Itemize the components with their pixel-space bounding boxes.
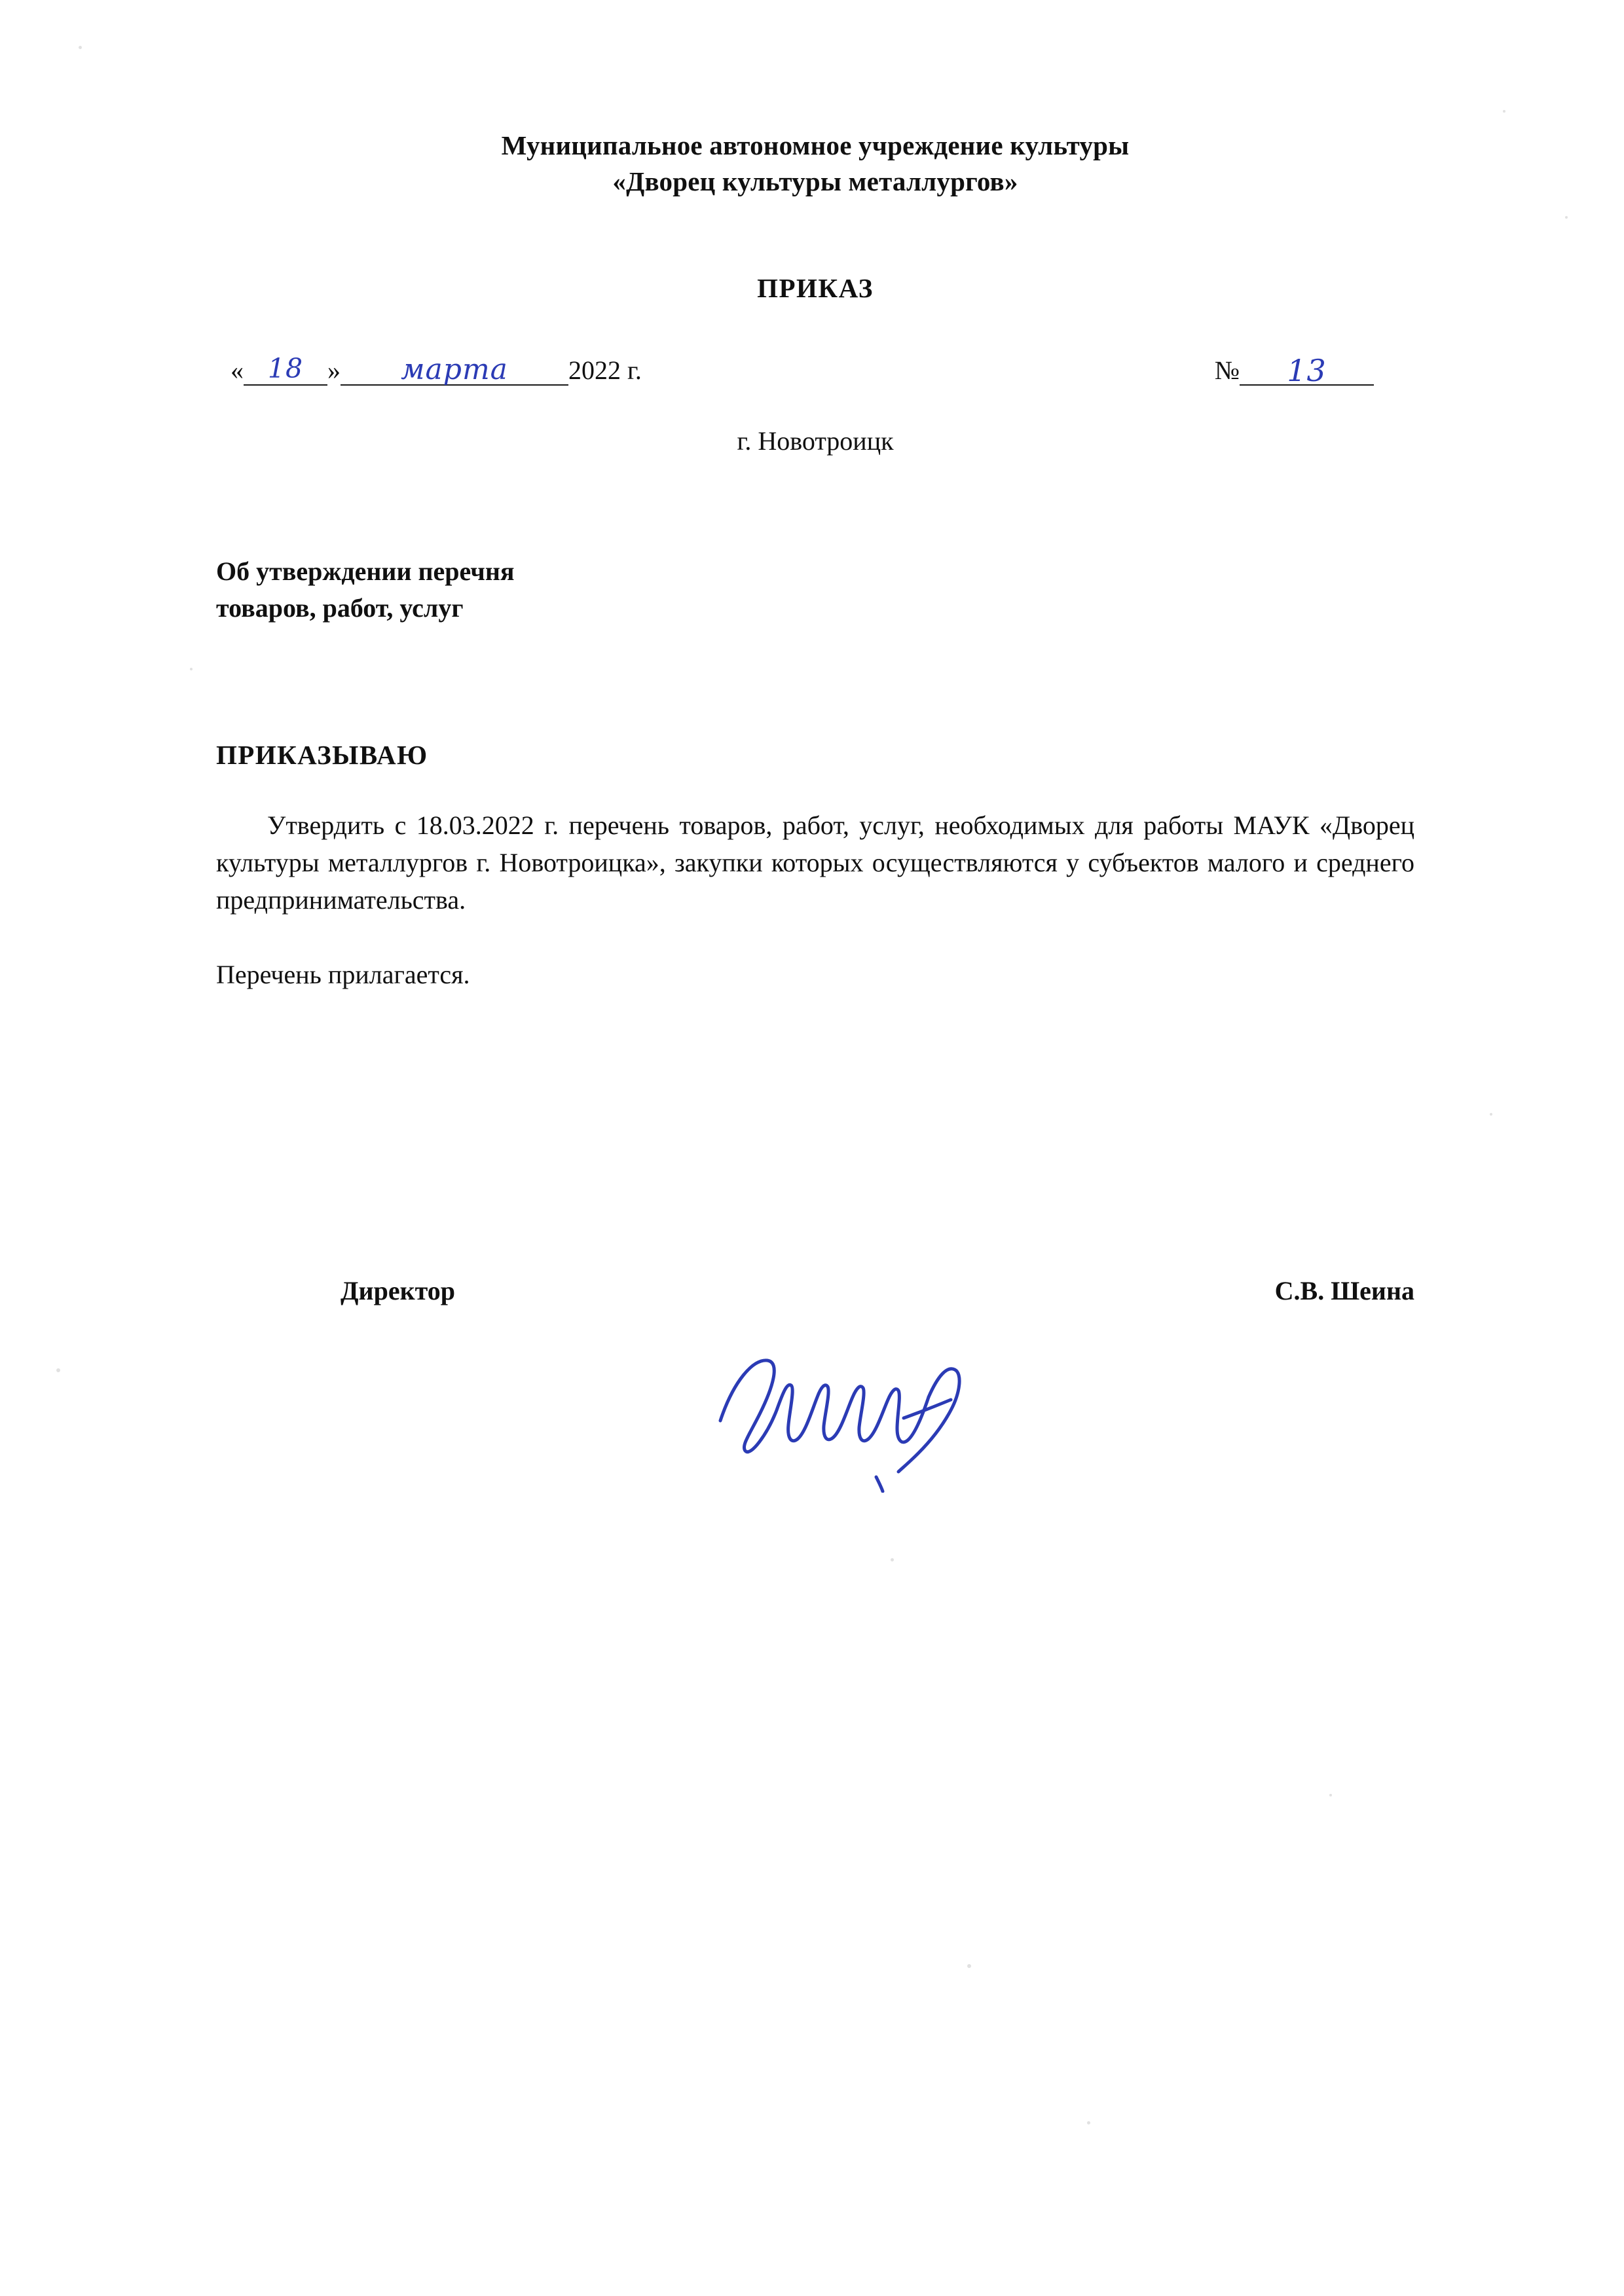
signatory-name: С.В. Шеина xyxy=(1274,1276,1414,1306)
scan-speck xyxy=(1503,110,1505,113)
document-subject xyxy=(216,553,1414,627)
month-blank xyxy=(341,355,568,386)
document-number-field xyxy=(1214,353,1374,389)
document-content xyxy=(216,0,1414,2296)
organization-line-1: Муниципальное автономное учреждение культуры xyxy=(501,130,1130,160)
body-paragraph-1: Утвердить с 18.03.2022 г. перечень товаров, работ, услуг, необходимых для работы МАУК «Дворец культуры металлургов г. Новотроицка», закупки которых осуществляются у субъектов малого и среднего предпринимательства. xyxy=(216,811,1414,915)
scan-speck xyxy=(190,668,193,670)
number-handwritten: 13 xyxy=(1287,353,1327,389)
quote-close: » xyxy=(327,355,341,386)
month-handwritten: марта xyxy=(401,353,508,387)
document-type-heading: ПРИКАЗ xyxy=(757,273,874,304)
quote-open: « xyxy=(231,355,244,386)
subject-line-1: Об утверждении перечня xyxy=(216,556,515,587)
year-suffix: г. xyxy=(627,355,642,386)
date-field xyxy=(231,355,642,386)
order-keyword: ПРИКАЗЫВАЮ xyxy=(216,740,428,771)
signatory-position: Директор xyxy=(341,1276,455,1306)
number-blank xyxy=(1240,353,1374,389)
day-blank xyxy=(244,355,327,386)
year-value: 2022 xyxy=(568,355,621,386)
number-label: № xyxy=(1214,355,1240,386)
city-line: г. Новотроицк xyxy=(737,426,894,456)
scan-speck xyxy=(1565,216,1568,219)
organization-line-2: «Дворец культуры металлургов» xyxy=(612,166,1018,196)
organization-title xyxy=(216,128,1414,199)
body-paragraph-2: Перечень прилагается. xyxy=(216,960,470,990)
subject-line-2: товаров, работ, услуг xyxy=(216,593,464,623)
scan-speck xyxy=(79,46,82,49)
scan-speck xyxy=(1490,1113,1492,1116)
scan-speck xyxy=(56,1368,60,1372)
signature-block xyxy=(216,1275,1414,1334)
date-and-number-row xyxy=(216,348,1414,395)
day-handwritten: 18 xyxy=(267,353,304,385)
